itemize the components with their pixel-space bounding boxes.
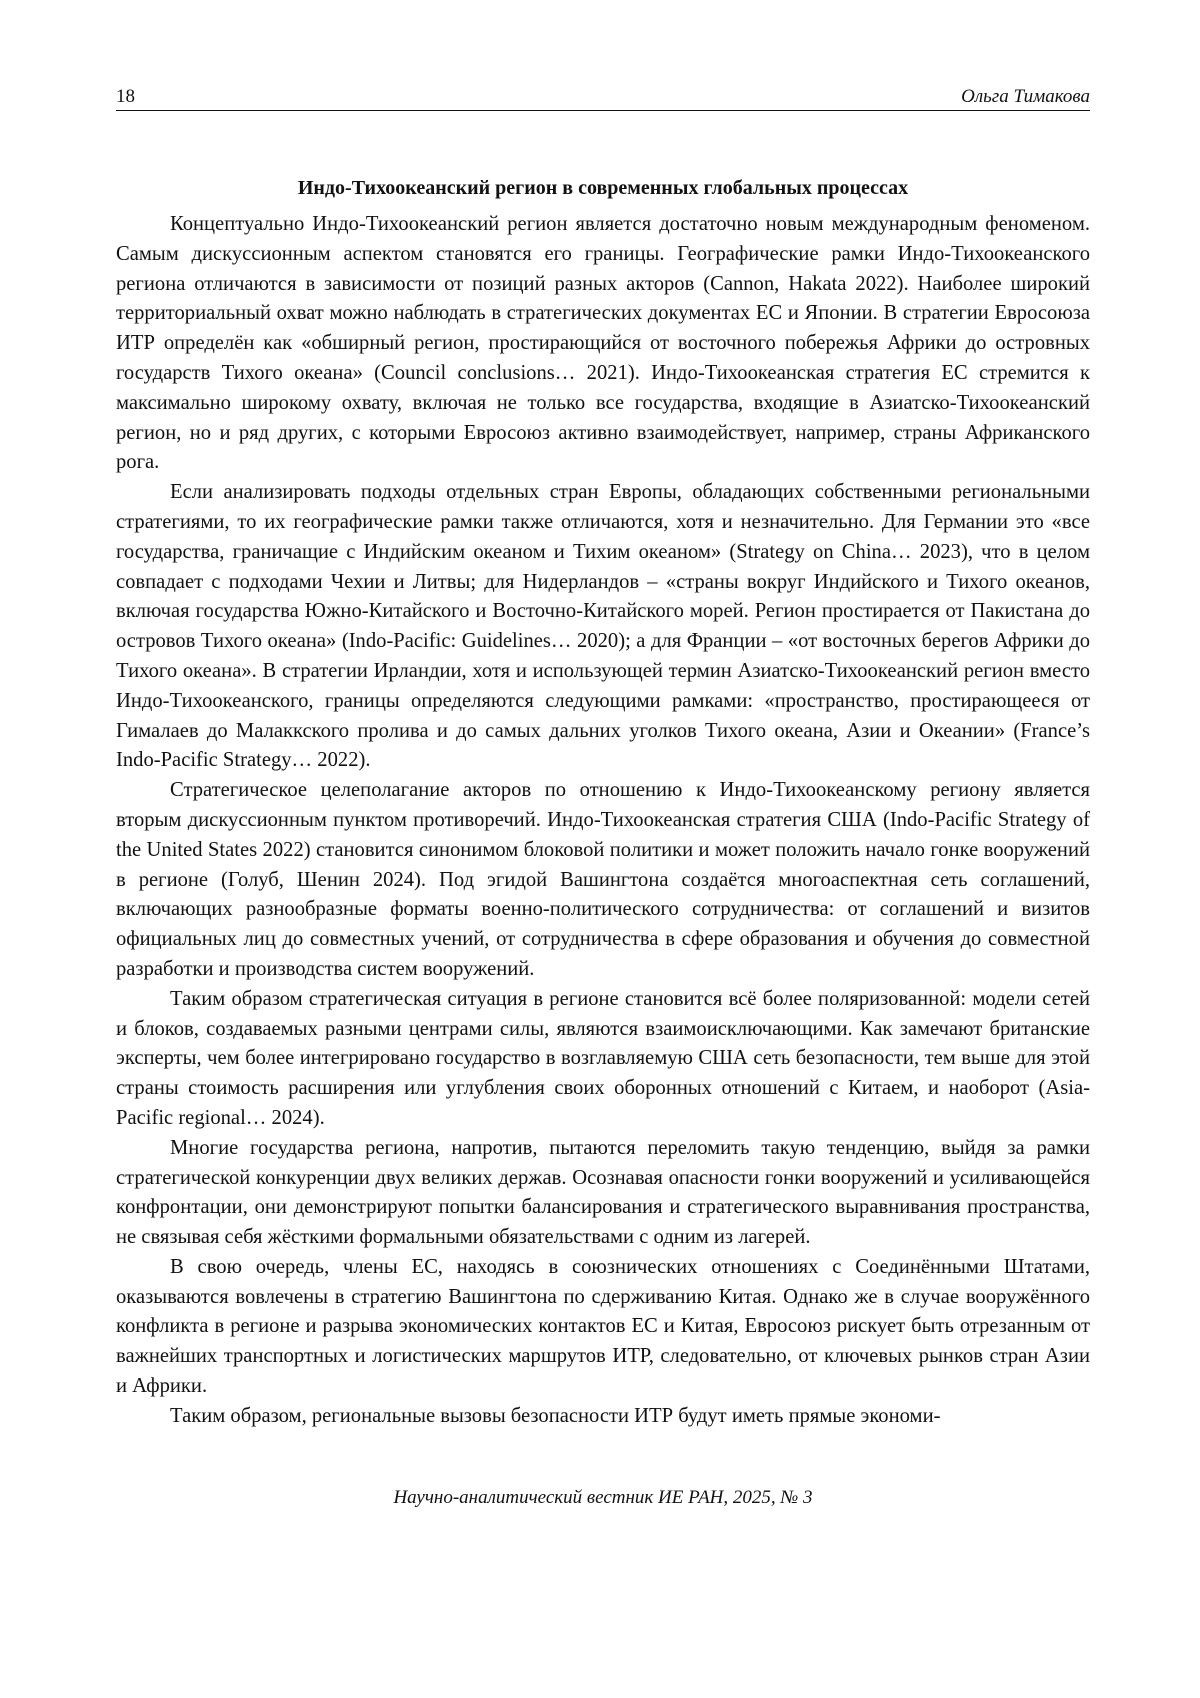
journal-footer: Научно-аналитический вестник ИЕ РАН, 2025, № 3 bbox=[393, 1487, 813, 1508]
section-title: Индо-Тихоокеанский регион в современных глобальных процессах bbox=[297, 177, 909, 199]
paragraph: Стратегическое целеполагание акторов по отношению к Индо-Тихоокеанскому региону является вторым дискуссионным пунктом противоречий. Индо-Тихоокеанская стратегия США (Indo-Pacific Strategy of the United States 2022) становится синонимом блоковой политики и может положить начало гонке вооружений в регионе (Голуб, Шенин 2024). Под эгидой Вашингтона создаётся многоаспектная сеть соглашений, включающих разнообразные форматы военно-политического сотрудничества: от соглашений и визитов официальных лиц до совместных учений, от сотрудничества в сфере образования и обучения до совместной разработки и производства систем вооружений. bbox=[116, 779, 1090, 980]
running-header bbox=[116, 86, 1090, 111]
paragraph: Таким образом, региональные вызовы безопасности ИТР будут иметь прямые экономи- bbox=[170, 1404, 941, 1427]
paragraph: В свою очередь, члены ЕС, находясь в союзнических отношениях с Соединёнными Штатами, оказываются вовлечены в стратегию Вашингтона по сдерживанию Китая. Однако же в случае вооружённого конфликта в регионе и разрыва экономических контактов ЕС и Китая, Евросоюз рискует быть отрезанным от важнейших транспортных и логистических маршрутов ИТР, следовательно, от ключевых рынков стран Азии и Африки. bbox=[116, 1255, 1090, 1398]
paragraph: Если анализировать подходы отдельных стран Европы, обладающих собственными региональными стратегиями, то их географические рамки также отличаются, хотя и незначительно. Для Германии это «все государства, граничащие с Индийским океаном и Тихим океаном» (Strategy on China… 2023), что в целом совпадает с подходами Чехии и Литвы; для Нидерландов – «страны вокруг Индийского и Тихого океанов, включая государства Южно-Китайского и Восточно-Китайского морей. Регион простирается от Пакистана до островов Тихого океана» (Indo-Pacific: Guidelines… 2020); а для Франции – «от восточных берегов Африки до Тихого океана». В стратегии Ирландии, хотя и использующей термин Азиатско-Тихоокеанский регион вместо Индо-Тихоокеанского, границы определяются следующими рамками: «пространство, простирающееся от Гималаев до Малаккского пролива и до самых дальних уголков Тихого океана, Азии и Океании» (France’s Indo-Pacific Strategy… 2022). bbox=[116, 481, 1090, 772]
page-number: 18 bbox=[116, 86, 135, 107]
paragraph: Концептуально Индо-Тихоокеанский регион является достаточно новым международным феноменом. Самым дискуссионным аспектом становятся его границы. Географические рамки Индо-Тихоокеанского региона отличаются в зависимости от позиций разных акторов (Cannon, Hakata 2022). Наиболее широкий территориальный охват можно наблюдать в стратегических документах ЕС и Японии. В стратегии Евросоюза ИТР определён как «обширный регион, простирающийся от восточного побережья Африки до островных государств Тихого океана» (Council conclusions… 2021). Индо-Тихоокеанская стратегия ЕС стремится к максимально широкому охвату, включая не только все государства, входящие в Азиатско-Тихоокеанский регион, но и ряд других, с которыми Евросоюз активно взаимодействует, например, страны Африканского рога. bbox=[116, 213, 1090, 474]
paragraph: Таким образом стратегическая ситуация в регионе становится всё более поляризованной: модели сетей и блоков, создаваемых разными центрами силы, являются взаимоисключающими. Как замечают британские эксперты, чем более интегрировано государство в возглавляемую США сеть безопасности, тем выше для этой страны стоимость расширения или углубления своих оборонных отношений с Китаем, и наоборот (Asia-Pacific regional… 2024). bbox=[116, 987, 1090, 1129]
paragraph: Многие государства региона, напротив, пытаются переломить такую тенденцию, выйдя за рамки стратегической конкуренции двух великих держав. Осознавая опасности гонки вооружений и усиливающейся конфронтации, они демонстрируют попытки балансирования и стратегического выравнивания пространства, не связывая себя жёсткими формальными обязательствами с одним из лагерей. bbox=[116, 1136, 1090, 1249]
author-name: Ольга Тимакова bbox=[961, 86, 1090, 107]
body-text bbox=[116, 210, 1090, 1432]
